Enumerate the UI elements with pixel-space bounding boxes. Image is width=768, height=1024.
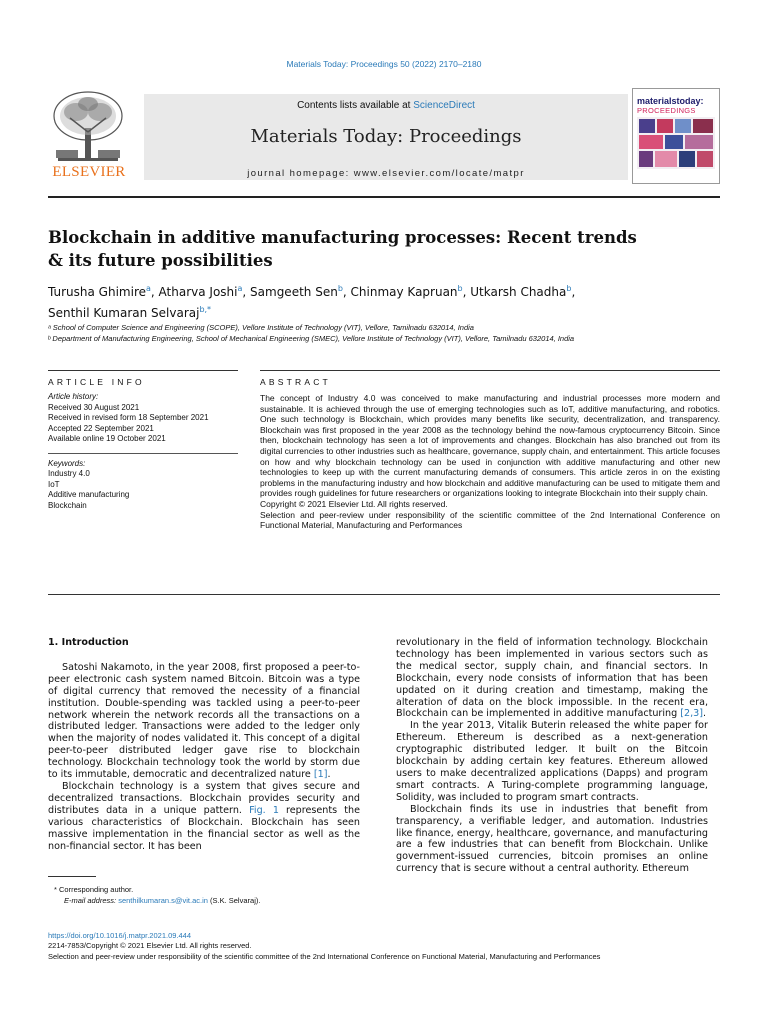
affiliations <box>48 322 728 344</box>
author-affiliation-marker[interactable]: a <box>146 284 151 293</box>
issn-line: 2214-7853/Copyright © 2021 Elsevier Ltd. All rights reserved. <box>48 941 252 951</box>
abstract-heading: ABSTRACT <box>260 377 331 387</box>
elsevier-logo[interactable] <box>48 88 128 184</box>
abstract-bottom-rule <box>48 594 720 595</box>
author-name[interactable]: Senthil Kumaran Selvaraj <box>48 306 200 320</box>
paragraph <box>48 781 360 852</box>
figure-link[interactable]: Fig. 1 <box>249 804 279 816</box>
keyword: Industry 4.0 <box>48 469 90 478</box>
article-info-heading: ARTICLE INFO <box>48 377 145 387</box>
author-separator: , <box>571 285 576 299</box>
paragraph-text: represents the various characteristics of Blockchain. Blockchain has seen massive implementation in the financial sector as well as the non-financial sector. It has been <box>48 804 360 852</box>
masthead <box>48 88 720 186</box>
journal-banner <box>144 94 628 180</box>
email-owner: (S.K. Selvaraj). <box>207 896 261 905</box>
contents-prefix: Contents lists available at <box>297 100 414 111</box>
footnote-rule <box>48 876 96 877</box>
paragraph-text: revolutionary in the field of information technology. Blockchain technology has been implemented in various sectors such as the medical sector, supply chain, and financial sectors. In Blockchain, every node consists of information that has been updated on it during creation and timestamp, making the alteration of data on the block impossible. In the recent era, Blockchain can be implemented in additive manufacturing <box>396 637 708 720</box>
keyword: IoT <box>48 479 60 489</box>
author-separator: , <box>462 285 471 299</box>
bottom-peer-review: Selection and peer-review under responsibility of the scientific committee of the 2nd International Conference on Functional Material, Manufacturing and Performances <box>48 951 601 961</box>
email-label: E-mail address: <box>64 896 119 905</box>
author-name[interactable]: Utkarsh Chadha <box>470 285 567 299</box>
keyword: Blockchain <box>48 500 87 510</box>
contents-line <box>144 100 628 111</box>
author-separator: , <box>150 285 159 299</box>
paragraph-text: . <box>703 708 707 720</box>
journal-cover-thumbnail[interactable] <box>632 88 720 184</box>
footnote <box>48 884 360 906</box>
journal-citation[interactable]: Materials Today: Proceedings 50 (2022) 2170–2180 <box>286 59 482 69</box>
elsevier-wordmark: ELSEVIER <box>52 164 126 180</box>
info-divider <box>48 453 238 454</box>
abstract-text: The concept of Industry 4.0 was conceived to make manufacturing and industrial processes more modern and sustainable. It is achieved through the use of emerging technologies such as IoT, additive manufacturing, and robotics. One such technology is Blockchain, which provides many benefits like security, decentralization, and transparency. Blockchain was first proposed in the year 2008 as the technology behind the now-famous cryptocurrency Bitcoin. Since then, blockchain technology has seen a lot of improvements and changes. Blockchain has also branched out from its digital currencies to other industries such as healthcare, governance, supply chain, and entertainment. This article focuses on how and why blockchain technology can be used in conjunction with additive manufacturing and other new technologies to keep up with the current manufacturing demands of consumers. This article zeros in on the existing problems in the manufacturing industry and how blockchain and additive manufacturing can be used to mitigate them and provides rough guidelines for future researchers or organizations looking to integrate Blockchain into their supply chain. <box>260 393 720 499</box>
paragraph: Blockchain finds its use in industries that benefit from transparency, a verifiable ledger, and automation. Industries like finance, energy, healthcare, governance, and manufacturing are a few industries that can benefit from Blockchain. Unlike government-issued currencies, bitcoin promises an online currency that is secure without a central authority. Ethereum <box>396 803 708 875</box>
section-heading-introduction: 1. Introduction <box>48 637 129 648</box>
paragraph <box>48 662 360 781</box>
cover-artwork <box>637 117 715 169</box>
cover-subtitle: PROCEEDINGS <box>637 106 696 115</box>
keyword: Additive manufacturing <box>48 490 130 499</box>
article-title: Blockchain in additive manufacturing processes: Recent trends & its future possibilities <box>48 228 637 270</box>
history-accepted: Accepted 22 September 2021 <box>48 423 154 433</box>
history-online: Available online 19 October 2021 <box>48 434 166 443</box>
bottom-matter <box>48 931 748 962</box>
author-affiliation-marker[interactable]: a <box>237 284 243 293</box>
affiliation-a: ᵃ School of Computer Science and Engineering (SCOPE), Vellore Institute of Technology (VIT), Vellore, Tamilnadu 632014, India <box>48 323 474 332</box>
reference-link[interactable]: [2,3] <box>680 708 704 720</box>
author-separator: , <box>342 285 351 299</box>
author-affiliation-marker[interactable]: b <box>337 284 343 293</box>
elsevier-tree-icon <box>48 88 128 164</box>
paragraph <box>396 637 708 720</box>
affiliation-b: ᵇ Department of Manufacturing Engineering, School of Mechanical Engineering (SMEC), Vellore Institute of Technology (VIT), Vellore, Tamilnadu 632014, India <box>48 334 575 343</box>
article-info-column <box>48 392 238 511</box>
history-revised: Received in revised form 18 September 2021 <box>48 413 209 422</box>
masthead-rule <box>48 196 720 198</box>
paragraph-text: . <box>327 769 331 781</box>
author-name[interactable]: Atharva Joshi <box>158 285 238 299</box>
email-link[interactable]: senthilkumaran.s@vit.ac.in <box>118 896 208 905</box>
paragraph: In the year 2013, Vitalik Buterin released the white paper for Ethereum. Ethereum is described as a next-generation cryptographic distributed ledger. It built on the Bitcoin blockchain by adding certain key features. Ethereum allowed users to make decentralized applications (Dapps) and program smart contracts. A Turing-complete programming language, Solidity, was included to program smart contracts. <box>396 720 708 803</box>
email-note <box>48 895 360 906</box>
abstract-rule <box>260 370 720 371</box>
doi-link[interactable]: https://doi.org/10.1016/j.matpr.2021.09.444 <box>48 931 192 940</box>
corresponding-author-note: * Corresponding author. <box>54 885 134 894</box>
author-list <box>48 280 688 322</box>
body-left-column <box>48 637 360 852</box>
author-name[interactable]: Turusha Ghimire <box>48 285 146 299</box>
paragraph-text: Satoshi Nakamoto, in the year 2008, first proposed a peer-to-peer electronic cash system named Bitcoin. Bitcoin was a type of digital currency that removed the necessity of a financial institution. Double-spending was tackled using a peer-to-peer network wherein the network records all the transactions on a distributed ledger. Transactions were added to the ledger only when the majority of nodes validated it. This concept of a digital peer-to-peer distributed ledger gave rise to blockchain technology. Blockchain technology took the world by storm due to its immutable, democratic and decentralized nature <box>48 661 360 781</box>
cover-title: materialstoday: <box>637 96 704 106</box>
abstract-body <box>260 393 720 531</box>
author-affiliation-marker[interactable]: b,* <box>199 305 212 314</box>
article-info-rule <box>48 370 238 371</box>
history-label: Article history: <box>48 392 99 401</box>
author-separator: , <box>242 285 251 299</box>
abstract-peer-review: Selection and peer-review under responsibility of the scientific committee of the 2nd International Conference on Functional Material, Manufacturing and Performances <box>260 509 720 531</box>
reference-link[interactable]: [1] <box>313 769 328 781</box>
author-name[interactable]: Samgeeth Sen <box>250 285 338 299</box>
abstract-copyright: Copyright © 2021 Elsevier Ltd. All rights reserved. <box>260 498 448 509</box>
journal-name: Materials Today: Proceedings <box>250 126 522 147</box>
journal-homepage[interactable]: journal homepage: www.elsevier.com/locate/matpr <box>247 168 525 179</box>
history-received: Received 30 August 2021 <box>48 402 140 412</box>
author-name[interactable]: Chinmay Kapruan <box>350 285 458 299</box>
sciencedirect-link[interactable]: ScienceDirect <box>413 100 475 111</box>
author-affiliation-marker[interactable]: b <box>566 284 572 293</box>
body-right-column <box>396 637 708 875</box>
paragraph-text: Blockchain technology is a system that gives secure and decentralized transactions. Blockchain provides security and distributes data in a unique pattern. <box>48 780 360 816</box>
author-affiliation-marker[interactable]: b <box>457 284 463 293</box>
keywords-label: Keywords: <box>48 458 86 468</box>
